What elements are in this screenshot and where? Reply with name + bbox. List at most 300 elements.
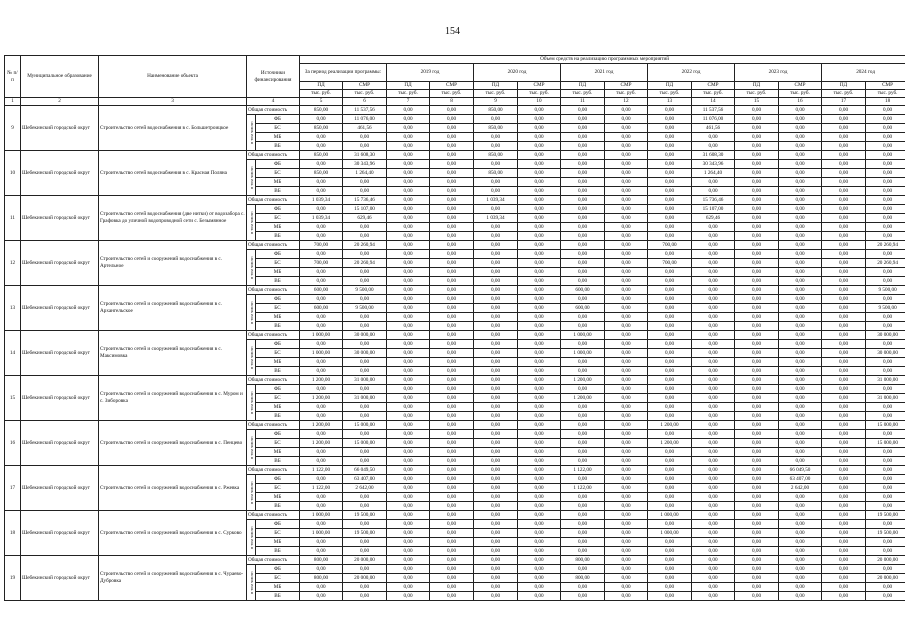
- value-cell: 1 000,00: [300, 511, 343, 520]
- value-cell: 0,00: [779, 592, 822, 601]
- value-cell: 0,00: [605, 340, 648, 349]
- value-cell: 0,00: [779, 259, 822, 268]
- value-cell: 0,00: [343, 448, 387, 457]
- value-cell: 0,00: [518, 259, 561, 268]
- source-label: ФБ: [256, 430, 300, 439]
- source-label: БС: [256, 439, 300, 448]
- value-cell: 0,00: [430, 394, 474, 403]
- value-cell: 0,00: [605, 304, 648, 313]
- source-label: БС: [256, 214, 300, 223]
- value-cell: 0,00: [518, 565, 561, 574]
- value-cell: 0,00: [692, 475, 735, 484]
- value-cell: 0,00: [518, 331, 561, 340]
- value-cell: 0,00: [822, 295, 866, 304]
- table-row: [5, 106, 905, 115]
- value-cell: 0,00: [518, 502, 561, 511]
- value-cell: 0,00: [518, 592, 561, 601]
- value-cell: 0,00: [474, 466, 518, 475]
- value-cell: 0,00: [692, 286, 735, 295]
- value-cell: 0,00: [735, 592, 779, 601]
- value-cell: 0,00: [779, 106, 822, 115]
- value-cell: 0,00: [605, 403, 648, 412]
- value-cell: 0,00: [779, 115, 822, 124]
- value-cell: 0,00: [430, 115, 474, 124]
- value-cell: 0,00: [605, 205, 648, 214]
- value-cell: 2 642,00: [779, 484, 822, 493]
- in-that-number-text: в том числе:: [248, 166, 254, 189]
- value-cell: 0,00: [692, 304, 735, 313]
- value-cell: 0,00: [822, 268, 866, 277]
- value-cell: 0,00: [518, 286, 561, 295]
- value-cell: 30 000,00: [343, 349, 387, 358]
- object-name: Строительство сетей и сооружений водоснабжения в с. Пенцево: [99, 421, 247, 466]
- value-cell: 0,00: [387, 412, 430, 421]
- source-label: БС: [256, 484, 300, 493]
- value-cell: 0,00: [605, 493, 648, 502]
- value-cell: 0,00: [648, 547, 692, 556]
- value-cell: 0,00: [518, 583, 561, 592]
- value-cell: 1 264,40: [692, 169, 735, 178]
- value-cell: 0,00: [474, 295, 518, 304]
- value-cell: 0,00: [779, 358, 822, 367]
- value-cell: 0,00: [430, 340, 474, 349]
- value-cell: 0,00: [343, 322, 387, 331]
- value-cell: 0,00: [735, 583, 779, 592]
- value-cell: 0,00: [605, 475, 648, 484]
- value-cell: 0,00: [387, 547, 430, 556]
- row-number: 11: [5, 196, 21, 241]
- value-cell: 0,00: [866, 358, 905, 367]
- value-cell: 0,00: [692, 376, 735, 385]
- object-name: Строительство сетей водоснабжения в с. Большетроицкое: [99, 106, 247, 151]
- header-object: Наименование объекта: [99, 56, 247, 98]
- value-cell: 0,00: [648, 538, 692, 547]
- in-that-number-label: [247, 205, 256, 241]
- header-pd: ПД: [561, 82, 605, 90]
- object-name: Строительство сетей и сооружений водоснабжения в с. Архангельское: [99, 286, 247, 331]
- value-cell: 0,00: [300, 547, 343, 556]
- value-cell: 0,00: [387, 583, 430, 592]
- value-cell: 0,00: [779, 133, 822, 142]
- value-cell: 0,00: [692, 412, 735, 421]
- value-cell: 0,00: [605, 367, 648, 376]
- value-cell: 9 500,00: [866, 286, 905, 295]
- value-cell: 0,00: [779, 142, 822, 151]
- value-cell: 0,00: [300, 340, 343, 349]
- value-cell: 0,00: [387, 232, 430, 241]
- row-number: 13: [5, 286, 21, 331]
- value-cell: 0,00: [692, 268, 735, 277]
- funding-table: [4, 55, 905, 601]
- value-cell: 0,00: [822, 556, 866, 565]
- value-cell: 0,00: [648, 430, 692, 439]
- source-label: БС: [256, 304, 300, 313]
- value-cell: 0,00: [866, 484, 905, 493]
- value-cell: 19 500,00: [866, 511, 905, 520]
- header-unit: тыс. руб.: [474, 90, 518, 98]
- value-cell: 0,00: [518, 313, 561, 322]
- total-cost-label: Общая стоимость: [247, 421, 300, 430]
- value-cell: 0,00: [866, 232, 905, 241]
- value-cell: 0,00: [518, 142, 561, 151]
- value-cell: 0,00: [387, 538, 430, 547]
- value-cell: 0,00: [518, 169, 561, 178]
- value-cell: 0,00: [735, 160, 779, 169]
- value-cell: 0,00: [648, 556, 692, 565]
- header-period: 2023 год: [735, 64, 822, 82]
- value-cell: 0,00: [561, 565, 605, 574]
- value-cell: 0,00: [430, 367, 474, 376]
- value-cell: 0,00: [779, 367, 822, 376]
- value-cell: 0,00: [648, 376, 692, 385]
- value-cell: 0,00: [387, 151, 430, 160]
- value-cell: 461,56: [343, 124, 387, 133]
- value-cell: 0,00: [779, 547, 822, 556]
- value-cell: 0,00: [692, 574, 735, 583]
- value-cell: 0,00: [735, 178, 779, 187]
- value-cell: 0,00: [822, 187, 866, 196]
- value-cell: 0,00: [300, 268, 343, 277]
- value-cell: 0,00: [387, 421, 430, 430]
- value-cell: 0,00: [605, 556, 648, 565]
- value-cell: 0,00: [779, 232, 822, 241]
- in-that-number-text: в том числе:: [248, 391, 254, 414]
- value-cell: 0,00: [866, 475, 905, 484]
- source-label: МБ: [256, 448, 300, 457]
- value-cell: 0,00: [474, 502, 518, 511]
- value-cell: 0,00: [692, 178, 735, 187]
- value-cell: 0,00: [518, 277, 561, 286]
- value-cell: 15 736,46: [692, 196, 735, 205]
- value-cell: 0,00: [866, 133, 905, 142]
- value-cell: 20 260,94: [866, 241, 905, 250]
- municipality-name: Шебекинский городской округ: [21, 556, 99, 601]
- value-cell: 0,00: [605, 457, 648, 466]
- value-cell: 0,00: [648, 565, 692, 574]
- value-cell: 0,00: [822, 457, 866, 466]
- source-label: МБ: [256, 493, 300, 502]
- value-cell: 0,00: [430, 277, 474, 286]
- value-cell: 0,00: [430, 493, 474, 502]
- value-cell: 0,00: [343, 268, 387, 277]
- value-cell: 0,00: [648, 214, 692, 223]
- value-cell: 0,00: [605, 196, 648, 205]
- value-cell: 0,00: [300, 520, 343, 529]
- value-cell: 850,00: [300, 151, 343, 160]
- value-cell: 0,00: [735, 511, 779, 520]
- value-cell: 0,00: [561, 214, 605, 223]
- value-cell: 0,00: [779, 331, 822, 340]
- value-cell: 0,00: [387, 448, 430, 457]
- value-cell: 0,00: [474, 574, 518, 583]
- value-cell: 0,00: [518, 466, 561, 475]
- value-cell: 0,00: [518, 178, 561, 187]
- value-cell: 0,00: [387, 214, 430, 223]
- value-cell: 0,00: [387, 349, 430, 358]
- value-cell: 0,00: [779, 412, 822, 421]
- total-cost-label: Общая стоимость: [247, 376, 300, 385]
- total-cost-label: Общая стоимость: [247, 511, 300, 520]
- value-cell: 0,00: [300, 223, 343, 232]
- value-cell: 0,00: [779, 538, 822, 547]
- total-cost-label: Общая стоимость: [247, 466, 300, 475]
- value-cell: 20 260,94: [343, 259, 387, 268]
- value-cell: 0,00: [735, 268, 779, 277]
- value-cell: 0,00: [387, 574, 430, 583]
- value-cell: 0,00: [561, 277, 605, 286]
- value-cell: 0,00: [387, 223, 430, 232]
- value-cell: 0,00: [430, 565, 474, 574]
- value-cell: 0,00: [605, 520, 648, 529]
- object-name: Строительство сетей и сооружений водоснабжения в с. Ржевка: [99, 466, 247, 511]
- value-cell: 31 000,00: [866, 394, 905, 403]
- in-that-number-label: [247, 160, 256, 196]
- value-cell: 0,00: [430, 448, 474, 457]
- value-cell: 0,00: [648, 133, 692, 142]
- value-cell: 19 500,00: [343, 529, 387, 538]
- value-cell: 0,00: [387, 133, 430, 142]
- value-cell: 0,00: [387, 592, 430, 601]
- value-cell: 1 200,00: [300, 376, 343, 385]
- in-that-number-text: в том числе:: [248, 121, 254, 144]
- value-cell: 0,00: [430, 313, 474, 322]
- value-cell: 0,00: [430, 592, 474, 601]
- header-unit: тыс. руб.: [518, 90, 561, 98]
- value-cell: 0,00: [387, 529, 430, 538]
- value-cell: 20 000,00: [343, 556, 387, 565]
- value-cell: 0,00: [474, 304, 518, 313]
- value-cell: 0,00: [735, 520, 779, 529]
- value-cell: 0,00: [474, 421, 518, 430]
- value-cell: 0,00: [692, 493, 735, 502]
- value-cell: 0,00: [387, 565, 430, 574]
- header-unit: тыс. руб.: [430, 90, 474, 98]
- value-cell: 0,00: [692, 529, 735, 538]
- value-cell: 0,00: [474, 448, 518, 457]
- value-cell: 0,00: [300, 367, 343, 376]
- value-cell: 0,00: [561, 403, 605, 412]
- municipality-name: Шебекинский городской округ: [21, 376, 99, 421]
- value-cell: 0,00: [561, 322, 605, 331]
- value-cell: 0,00: [779, 322, 822, 331]
- value-cell: 0,00: [605, 538, 648, 547]
- value-cell: 0,00: [735, 556, 779, 565]
- table-row: [5, 196, 905, 205]
- value-cell: 1 039,34: [300, 214, 343, 223]
- value-cell: 0,00: [605, 169, 648, 178]
- value-cell: 0,00: [605, 142, 648, 151]
- value-cell: 0,00: [605, 178, 648, 187]
- value-cell: 0,00: [387, 115, 430, 124]
- value-cell: 0,00: [518, 160, 561, 169]
- value-cell: 0,00: [779, 340, 822, 349]
- source-label: ВБ: [256, 232, 300, 241]
- value-cell: 0,00: [430, 286, 474, 295]
- value-cell: 1 000,00: [300, 331, 343, 340]
- value-cell: 1 000,00: [561, 331, 605, 340]
- value-cell: 0,00: [561, 133, 605, 142]
- value-cell: 0,00: [343, 457, 387, 466]
- value-cell: 0,00: [387, 439, 430, 448]
- header-pd: ПД: [735, 82, 779, 90]
- value-cell: 0,00: [692, 358, 735, 367]
- value-cell: 0,00: [518, 187, 561, 196]
- value-cell: 0,00: [735, 169, 779, 178]
- value-cell: 0,00: [430, 151, 474, 160]
- value-cell: 0,00: [692, 367, 735, 376]
- value-cell: 800,00: [300, 556, 343, 565]
- header-unit: тыс. руб.: [648, 90, 692, 98]
- source-label: ВБ: [256, 457, 300, 466]
- value-cell: 1 200,00: [561, 376, 605, 385]
- value-cell: 0,00: [735, 439, 779, 448]
- source-label: ФБ: [256, 475, 300, 484]
- value-cell: 0,00: [735, 331, 779, 340]
- value-cell: 0,00: [300, 403, 343, 412]
- value-cell: 0,00: [474, 403, 518, 412]
- value-cell: 0,00: [779, 574, 822, 583]
- value-cell: 0,00: [605, 529, 648, 538]
- value-cell: 0,00: [518, 538, 561, 547]
- value-cell: 20 000,00: [866, 556, 905, 565]
- value-cell: 0,00: [866, 502, 905, 511]
- value-cell: 1 200,00: [561, 394, 605, 403]
- value-cell: 0,00: [474, 322, 518, 331]
- value-cell: 1 122,00: [300, 484, 343, 493]
- value-cell: 0,00: [779, 394, 822, 403]
- value-cell: 0,00: [735, 529, 779, 538]
- value-cell: 0,00: [648, 592, 692, 601]
- value-cell: 0,00: [605, 430, 648, 439]
- value-cell: 0,00: [735, 241, 779, 250]
- value-cell: 0,00: [822, 466, 866, 475]
- value-cell: 0,00: [430, 142, 474, 151]
- total-cost-label: Общая стоимость: [247, 286, 300, 295]
- value-cell: 0,00: [779, 241, 822, 250]
- value-cell: 0,00: [605, 439, 648, 448]
- value-cell: 0,00: [779, 448, 822, 457]
- value-cell: 0,00: [735, 565, 779, 574]
- value-cell: 0,00: [648, 151, 692, 160]
- value-cell: 0,00: [387, 241, 430, 250]
- value-cell: 0,00: [518, 412, 561, 421]
- page-number: 154: [445, 26, 460, 37]
- value-cell: 0,00: [692, 259, 735, 268]
- value-cell: 0,00: [561, 448, 605, 457]
- value-cell: 0,00: [648, 286, 692, 295]
- value-cell: 0,00: [822, 331, 866, 340]
- value-cell: 0,00: [343, 547, 387, 556]
- value-cell: 0,00: [561, 520, 605, 529]
- value-cell: 850,00: [300, 169, 343, 178]
- value-cell: 0,00: [300, 385, 343, 394]
- value-cell: 700,00: [648, 259, 692, 268]
- value-cell: 0,00: [605, 214, 648, 223]
- value-cell: 0,00: [561, 241, 605, 250]
- value-cell: 0,00: [648, 295, 692, 304]
- value-cell: 0,00: [518, 205, 561, 214]
- value-cell: 0,00: [474, 565, 518, 574]
- value-cell: 0,00: [779, 385, 822, 394]
- value-cell: 0,00: [474, 178, 518, 187]
- value-cell: 0,00: [692, 520, 735, 529]
- value-cell: 0,00: [561, 430, 605, 439]
- value-cell: 2 642,00: [343, 484, 387, 493]
- value-cell: 0,00: [866, 367, 905, 376]
- value-cell: 0,00: [561, 475, 605, 484]
- value-cell: 0,00: [692, 556, 735, 565]
- value-cell: 0,00: [343, 538, 387, 547]
- table-row: [5, 466, 905, 475]
- value-cell: 0,00: [648, 106, 692, 115]
- value-cell: 0,00: [866, 196, 905, 205]
- value-cell: 0,00: [343, 520, 387, 529]
- value-cell: 0,00: [605, 313, 648, 322]
- source-label: ВБ: [256, 142, 300, 151]
- municipality-name: Шебекинский городской округ: [21, 286, 99, 331]
- value-cell: 0,00: [561, 196, 605, 205]
- in-that-number-label: [247, 385, 256, 421]
- value-cell: 31 000,00: [343, 376, 387, 385]
- header-pd: ПД: [474, 82, 518, 90]
- value-cell: 0,00: [605, 583, 648, 592]
- value-cell: 1 200,00: [648, 439, 692, 448]
- value-cell: 0,00: [474, 484, 518, 493]
- value-cell: 1 200,00: [300, 421, 343, 430]
- value-cell: 0,00: [735, 493, 779, 502]
- value-cell: 0,00: [822, 160, 866, 169]
- value-cell: 0,00: [822, 214, 866, 223]
- row-number: 9: [5, 106, 21, 151]
- value-cell: 0,00: [518, 484, 561, 493]
- value-cell: 461,56: [692, 124, 735, 133]
- municipality-name: Шебекинский городской округ: [21, 241, 99, 286]
- header-unit: тыс. руб.: [779, 90, 822, 98]
- value-cell: 0,00: [735, 403, 779, 412]
- value-cell: 0,00: [822, 115, 866, 124]
- value-cell: 0,00: [866, 340, 905, 349]
- total-cost-label: Общая стоимость: [247, 106, 300, 115]
- value-cell: 9 500,00: [343, 286, 387, 295]
- value-cell: 0,00: [343, 367, 387, 376]
- value-cell: 0,00: [300, 430, 343, 439]
- value-cell: 0,00: [866, 457, 905, 466]
- value-cell: 9 500,00: [866, 304, 905, 313]
- value-cell: 0,00: [387, 295, 430, 304]
- value-cell: 0,00: [692, 538, 735, 547]
- value-cell: 0,00: [779, 304, 822, 313]
- header-col-number: 11: [561, 98, 605, 106]
- value-cell: 0,00: [779, 286, 822, 295]
- value-cell: 0,00: [387, 394, 430, 403]
- value-cell: 0,00: [430, 385, 474, 394]
- value-cell: 0,00: [474, 313, 518, 322]
- value-cell: 0,00: [387, 340, 430, 349]
- value-cell: 0,00: [387, 106, 430, 115]
- value-cell: 850,00: [474, 124, 518, 133]
- value-cell: 0,00: [735, 367, 779, 376]
- value-cell: 0,00: [300, 493, 343, 502]
- value-cell: 0,00: [822, 592, 866, 601]
- value-cell: 0,00: [518, 340, 561, 349]
- value-cell: 0,00: [605, 376, 648, 385]
- value-cell: 0,00: [430, 178, 474, 187]
- value-cell: 0,00: [518, 520, 561, 529]
- value-cell: 0,00: [387, 178, 430, 187]
- value-cell: 0,00: [605, 466, 648, 475]
- value-cell: 0,00: [561, 529, 605, 538]
- object-name: Строительство сетей и сооружений водоснабжения в с. Чураево-Дубровка: [99, 556, 247, 601]
